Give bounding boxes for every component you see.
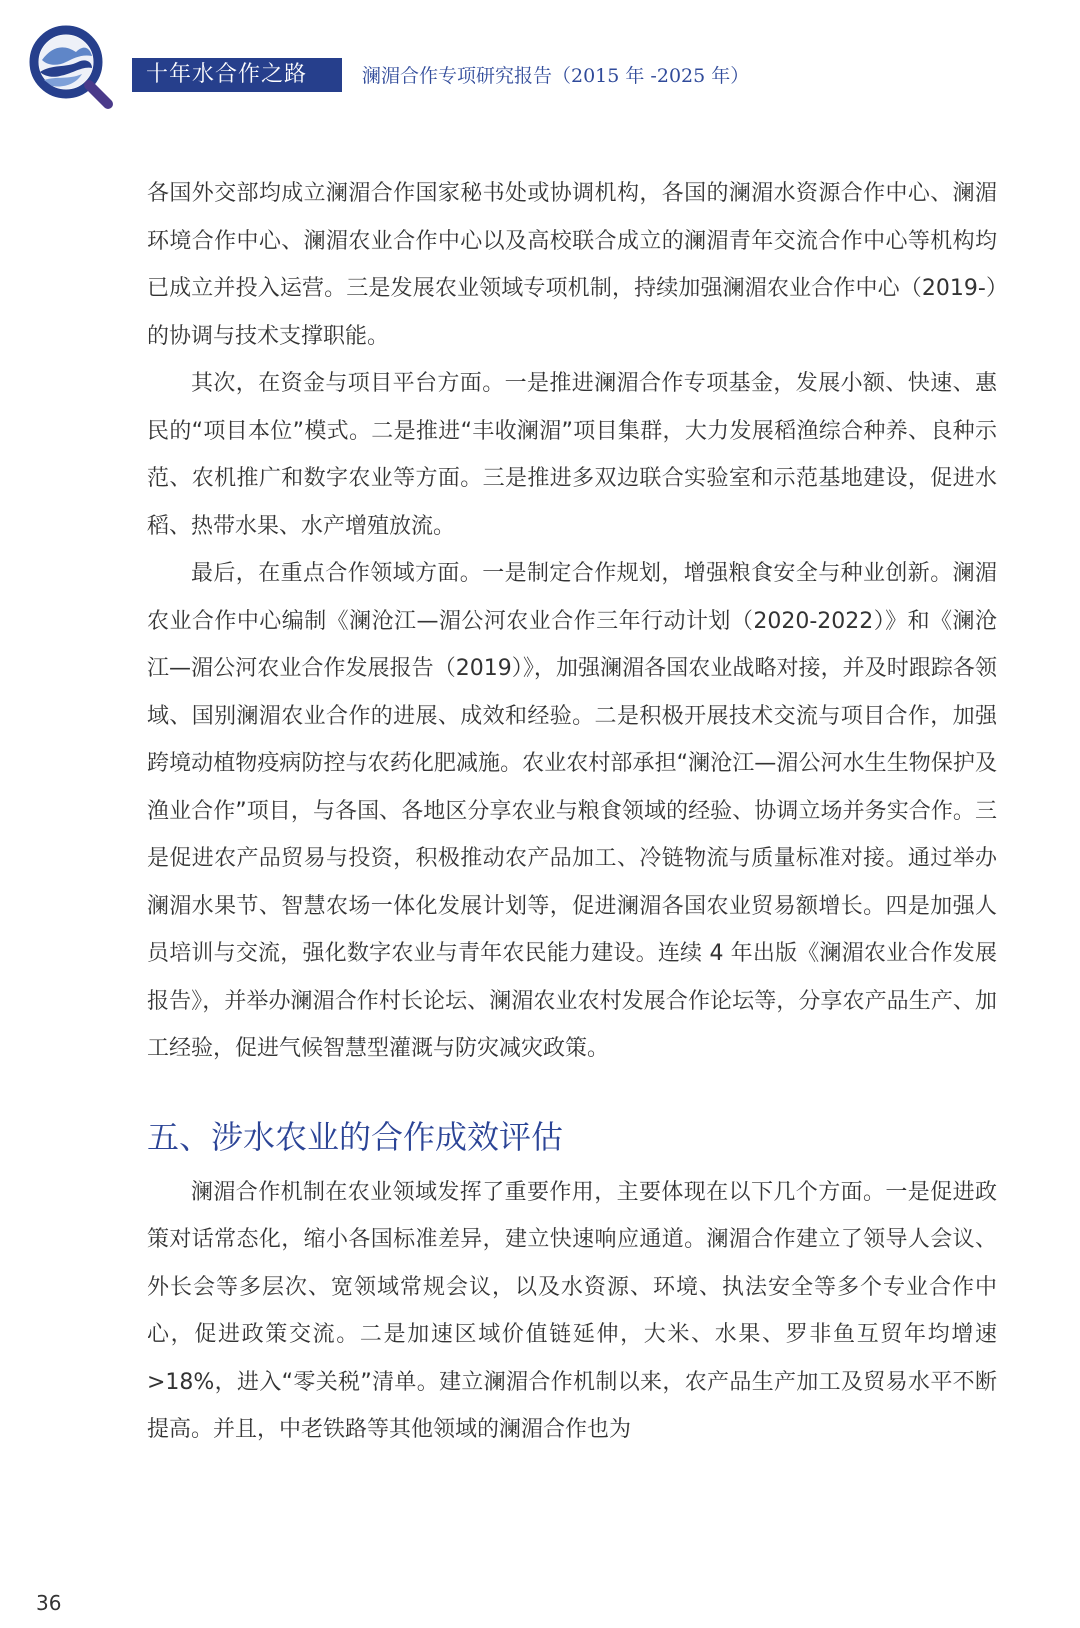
- paragraph: 其次，在资金与项目平台方面。一是推进澜湄合作专项基金，发展小额、快速、惠民的“项目本位”模式。二是推进“丰收澜湄”项目集群，大力发展稻渔综合种养、良种示范、农机推广和数字农业等方面。三是推进多双边联合实验室和示范基地建设，促进水稻、热带水果、水产增殖放流。: [147, 371, 997, 539]
- paragraph: 最后，在重点合作领域方面。一是制定合作规划，增强粮食安全与种业创新。澜湄农业合作中心编制《澜沧江—湄公河农业合作三年行动计划（2020-2022）》和《澜沧江—湄公河农业合作发展报告（2019）》，加强澜湄各国农业战略对接，并及时跟踪各领域、国别澜湄农业合作的进展、成效和经验。二是积极开展技术交流与项目合作，加强跨境动植物疫病防控与农药化肥减施。农业农村部承担“澜沧江—湄公河水生生物保护及渔业合作”项目，与各国、各地区分享农业与粮食领域的经验、协调立场并务实合作。三是促进农产品贸易与投资，积极推动农产品加工、冷链物流与质量标准对接。通过举办澜湄水果节、智慧农场一体化发展计划等，促进澜湄各国农业贸易额增长。四是加强人员培训与交流，强化数字农业与青年农民能力建设。连续 4 年出版《澜湄农业合作发展报告》，并举办澜湄合作村长论坛、澜湄农业农村发展合作论坛等，分享农产品生产、加工经验，促进气候智慧型灌溉与防灾减灾政策。: [147, 561, 997, 1061]
- paragraph: 澜湄合作机制在农业领域发挥了重要作用，主要体现在以下几个方面。一是促进政策对话常态化，缩小各国标准差异，建立快速响应通道。澜湄合作建立了领导人会议、外长会等多层次、宽领域常规会议，以及水资源、环境、执法安全等多个专业合作中心，促进政策交流。二是加速区域价值链延伸，大米、水果、罗非鱼互贸年均增速 >18%，进入“零关税”清单。建立澜湄合作机制以来，农产品生产加工及贸易水平不断提高。并且，中老铁路等其他领域的澜湄合作也为: [147, 1179, 997, 1442]
- page-header: [0, 0, 1080, 120]
- series-title-badge: 十年水合作之路: [132, 58, 342, 92]
- page-content: [147, 170, 997, 1454]
- report-title: 澜湄合作专项研究报告（2015 年 -2025 年）: [362, 65, 750, 87]
- logo-icon: [26, 22, 116, 112]
- page-number: 36: [36, 1591, 62, 1615]
- section-heading: 五、涉水农业的合作成效评估: [147, 1117, 564, 1156]
- paragraph: 各国外交部均成立澜湄合作国家秘书处或协调机构，各国的澜湄水资源合作中心、澜湄环境合作中心、澜湄农业合作中心以及高校联合成立的澜湄青年交流合作中心等机构均已成立并投入运营。三是发展农业领域专项机制，持续加强澜湄农业合作中心（2019-）的协调与技术支撑职能。: [147, 181, 997, 349]
